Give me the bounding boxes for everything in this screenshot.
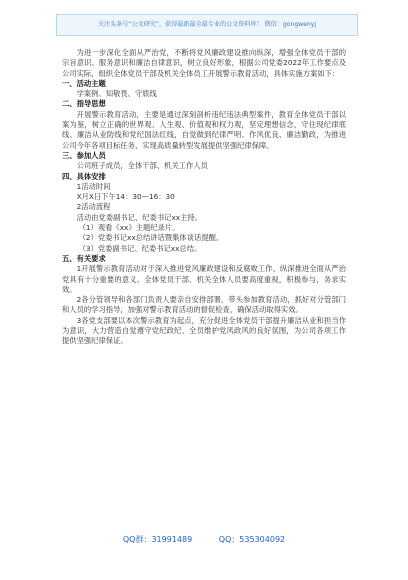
flow-steps [62,223,346,254]
flow-step: （1）观看《xx》主题纪录片。 [78,223,180,233]
participants-text: 公司班子成员，全体干部、机关工作人员 [76,161,208,171]
flow-host: 活动由党委副书记、纪委书记xx主持。 [76,212,202,222]
time-value: X月X日下午14：30—16：30 [76,192,175,202]
flow-subheading: 2活动流程 [76,202,111,212]
requirement-item: 2各分管领导和各部门负责人要亲自安排部署，带头参加教育活动，抓好对分管部门和人员的学习指导，加强对警示教育活动的督促检查，确保活动取得实效。 [62,295,346,315]
document-body [62,48,346,347]
section-heading-arrangement: 四、具体安排 [62,171,106,181]
flow-step: （3）党委副书记、纪委书记xx总结。 [78,243,202,253]
time-subheading: 1活动时间 [76,181,111,191]
flow-step: （2）党委书记xx总结讲话暨集体谈话提醒。 [78,233,224,243]
contact-footer [0,534,408,545]
section-heading-guiding-ideology: 二、指导思想 [62,99,106,109]
qq-number: QQ：535304092 [218,535,286,544]
section-heading-theme: 一、活动主题 [62,78,106,88]
promo-banner[interactable]: 关注头条号“公文研究”，获得最新最全最专业的公文资料库！ 微信：gongwenyj [56,14,358,36]
requirement-item: 3各党支部要以本次警示教育为起点，充分促进全体党员干部提升廉洁从业和担当作为意识，大力营造自觉遵守党纪政纪、全员维护党风政风的良好氛围，为公司各项工作提供坚强纪律保证。 [62,315,346,346]
guiding-ideology-text: 开展警示教育活动，主要是通过深刻剖析违纪违法典型案件，教育全体党员干部以案为鉴，树立正确的世界观、人生观、价值观和权力观，坚定理想信念，守住现纪律底线、廉洁从业防线和党纪国法红线，自觉做到纪律严明、作风优良、廉洁勤政，为推进公司今年各项目标任务、实现高质量转型发展提供坚强纪律保障。 [62,109,346,150]
theme-text: 学案例、知敬畏、守底线 [76,89,157,99]
section-heading-requirements: 五、有关要求 [62,253,106,263]
intro-paragraph: 为进一步深化全面从严治党，不断将党风廉政建设推向纵深，增强全体党员干部的宗旨意识、服务意识和廉洁自律意识，树立良好形象，根据公司党委2022年工作要点及公司实际，组织全体党员干部及机关全体员工开展警示教育活动，具体实施方案如下： [62,48,346,78]
qq-group-number: QQ群：31991489 [122,535,193,544]
requirement-item: 1开展警示教育活动对于深入推进党风廉政建设和反腐败工作、纵深推进全面从严治党具有十分重要的意义。全体党员干部、机关全体人员要高度重视，积极参与，务求实效。 [62,264,346,294]
section-heading-participants: 三、参加人员 [62,150,106,160]
